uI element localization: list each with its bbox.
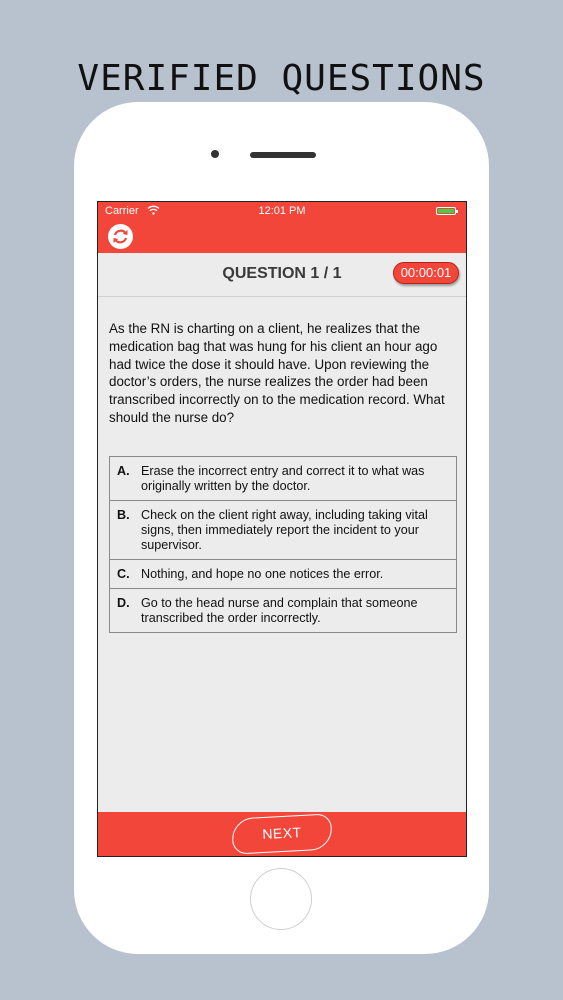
question-header: [98, 253, 466, 297]
refresh-icon[interactable]: [108, 224, 133, 249]
answer-text: Erase the incorrect entry and correct it to what was originally written by the doctor.: [141, 464, 425, 493]
answer-text: Nothing, and hope no one notices the error.: [141, 567, 384, 581]
answer-option-d[interactable]: [110, 589, 456, 633]
answer-option-b[interactable]: [110, 501, 456, 560]
nav-bar: [98, 220, 466, 253]
carrier-label: Carrier: [105, 205, 139, 217]
footer-bar: [98, 812, 466, 856]
question-counter: QUESTION 1 / 1: [222, 265, 342, 282]
answer-letter: A.: [117, 464, 130, 478]
answer-letter: C.: [117, 567, 130, 581]
status-bar: [98, 202, 466, 220]
answer-letter: B.: [117, 508, 130, 522]
answer-option-a[interactable]: [110, 457, 456, 501]
answer-list: [109, 456, 457, 633]
app-screen: [97, 201, 467, 857]
phone-speaker: [250, 152, 316, 158]
battery-icon: [436, 207, 456, 215]
answer-text: Check on the client right away, including taking vital signs, then immediately report the incident to your supervisor.: [141, 508, 428, 552]
status-time: 12:01 PM: [258, 205, 306, 217]
promo-headline: VERIFIED QUESTIONS: [77, 58, 486, 99]
timer-badge: 00:00:01: [393, 262, 459, 284]
answer-option-c[interactable]: [110, 560, 456, 589]
next-button[interactable]: NEXT: [231, 813, 333, 854]
answer-text: Go to the head nurse and complain that someone transcribed the order incorrectly.: [141, 596, 418, 625]
answer-letter: D.: [117, 596, 130, 610]
phone-camera: [211, 150, 219, 158]
phone-home-button: [250, 868, 312, 930]
question-text: As the RN is charting on a client, he realizes that the medication bag that was hung for his client an hour ago had twice the dose it should have. Upon reviewing the doctor’s orders, the nurse realizes the order had been transcribed incorrectly on to the medication record. What should the nurse do?: [109, 321, 445, 425]
